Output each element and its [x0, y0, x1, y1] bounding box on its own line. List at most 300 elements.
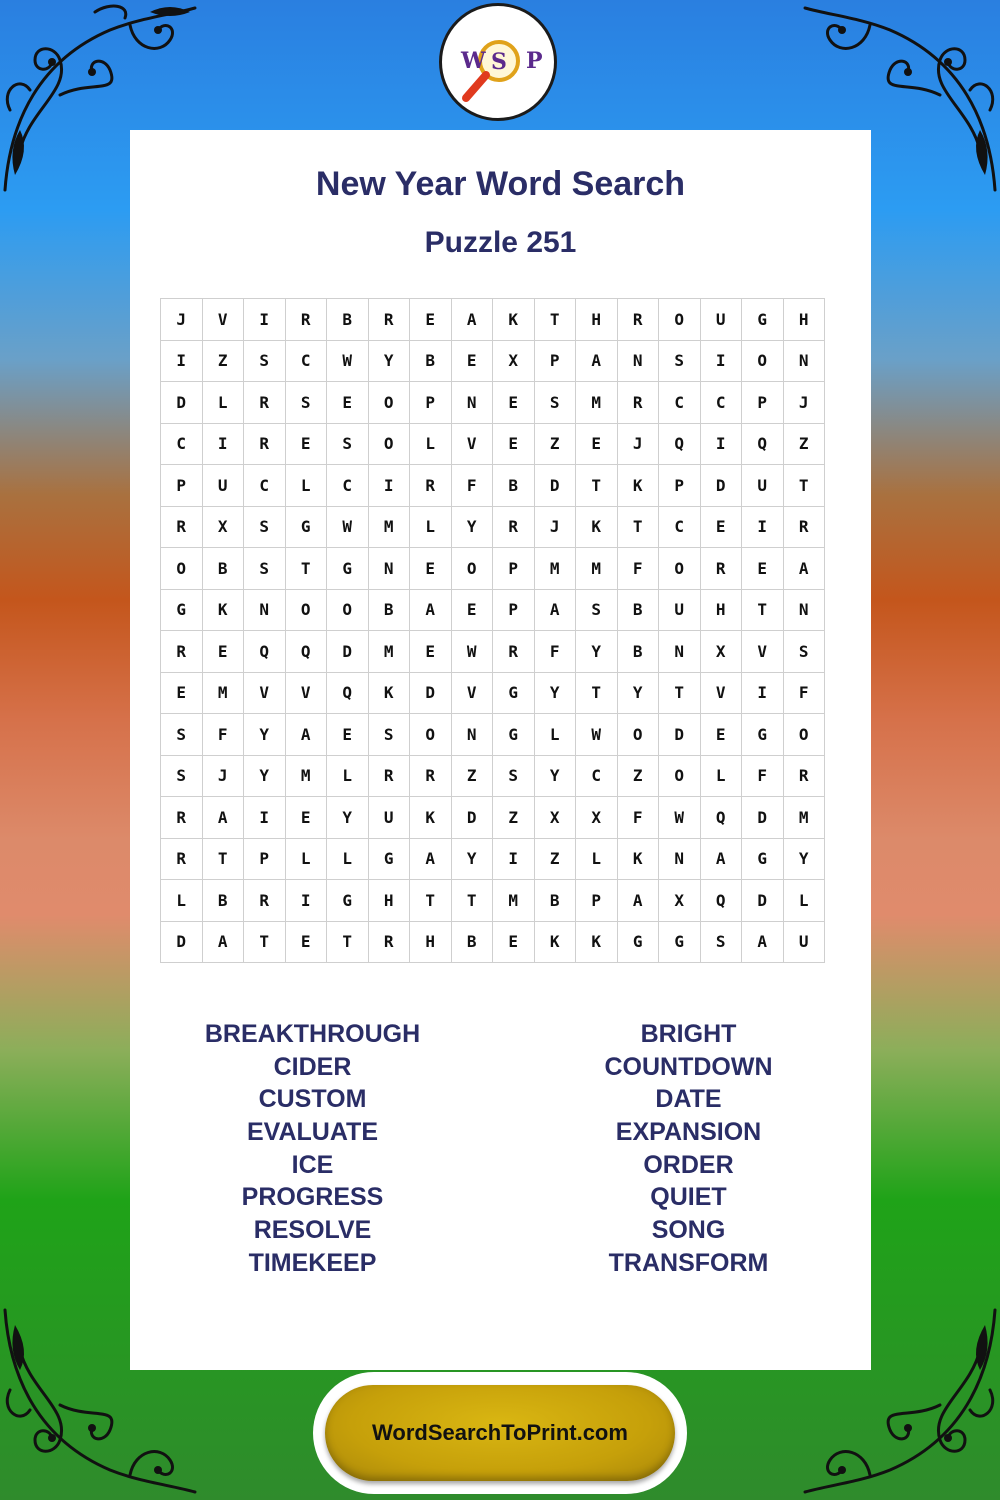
grid-cell[interactable]: W — [451, 631, 493, 673]
grid-cell[interactable]: E — [451, 340, 493, 382]
grid-cell[interactable]: M — [534, 548, 576, 590]
grid-cell[interactable]: D — [451, 797, 493, 839]
grid-row — [161, 921, 825, 963]
grid-row — [161, 465, 825, 507]
word-list — [130, 1018, 871, 1280]
grid-cell[interactable]: W — [659, 797, 701, 839]
grid-cell[interactable]: E — [700, 714, 742, 756]
grid-cell[interactable]: E — [327, 382, 369, 424]
grid-cell[interactable]: R — [783, 506, 825, 548]
grid-cell[interactable]: K — [576, 506, 618, 548]
grid-cell[interactable]: T — [285, 548, 327, 590]
grid-cell[interactable]: C — [659, 506, 701, 548]
grid-cell[interactable]: G — [368, 838, 410, 880]
grid-cell[interactable]: A — [534, 589, 576, 631]
grid-cell[interactable]: E — [451, 589, 493, 631]
grid-cell[interactable]: L — [285, 465, 327, 507]
grid-cell[interactable]: I — [742, 506, 784, 548]
grid-cell[interactable]: X — [202, 506, 244, 548]
grid-cell[interactable]: N — [783, 589, 825, 631]
grid-cell[interactable]: W — [327, 340, 369, 382]
grid-cell[interactable]: L — [576, 838, 618, 880]
grid-cell[interactable]: E — [410, 548, 452, 590]
footer-badge — [313, 1372, 687, 1494]
grid-cell[interactable]: K — [202, 589, 244, 631]
grid-row — [161, 880, 825, 922]
grid-cell[interactable]: O — [368, 423, 410, 465]
grid-cell[interactable]: V — [244, 672, 286, 714]
grid-cell[interactable]: U — [368, 797, 410, 839]
grid-cell[interactable]: A — [285, 714, 327, 756]
grid-cell[interactable]: Y — [451, 838, 493, 880]
grid-cell[interactable]: C — [285, 340, 327, 382]
grid-cell[interactable]: F — [742, 755, 784, 797]
grid-cell[interactable]: E — [410, 299, 452, 341]
word-item: BREAKTHROUGH — [204, 1020, 421, 1048]
grid-cell[interactable]: P — [410, 382, 452, 424]
grid-cell[interactable]: P — [534, 340, 576, 382]
grid-cell[interactable]: O — [742, 340, 784, 382]
grid-cell[interactable]: S — [783, 631, 825, 673]
grid-cell[interactable]: Q — [327, 672, 369, 714]
grid-cell[interactable]: R — [244, 880, 286, 922]
grid-cell[interactable]: I — [493, 838, 535, 880]
grid-cell[interactable]: R — [161, 631, 203, 673]
grid-cell[interactable]: T — [617, 506, 659, 548]
grid-cell[interactable]: T — [327, 921, 369, 963]
grid-cell[interactable]: R — [244, 382, 286, 424]
grid-cell[interactable]: L — [327, 755, 369, 797]
grid-cell[interactable]: Z — [493, 797, 535, 839]
grid-cell[interactable]: Q — [700, 797, 742, 839]
grid-cell[interactable]: A — [783, 548, 825, 590]
grid-cell[interactable]: A — [700, 838, 742, 880]
grid-cell[interactable]: M — [368, 506, 410, 548]
grid-cell[interactable]: O — [659, 548, 701, 590]
letter-grid — [160, 298, 825, 963]
grid-cell[interactable]: P — [244, 838, 286, 880]
grid-cell[interactable]: G — [285, 506, 327, 548]
grid-cell[interactable]: K — [617, 465, 659, 507]
grid-cell[interactable]: F — [783, 672, 825, 714]
grid-cell[interactable]: D — [327, 631, 369, 673]
grid-cell[interactable]: B — [327, 299, 369, 341]
grid-cell[interactable]: A — [202, 797, 244, 839]
grid-row — [161, 755, 825, 797]
grid-cell[interactable]: R — [368, 921, 410, 963]
grid-cell[interactable]: B — [451, 921, 493, 963]
word-item: EVALUATE — [246, 1118, 379, 1147]
grid-cell[interactable]: D — [742, 880, 784, 922]
grid-row — [161, 423, 825, 465]
logo-letter-s: S — [491, 49, 507, 75]
grid-cell[interactable]: O — [327, 589, 369, 631]
grid-cell[interactable]: U — [742, 465, 784, 507]
grid-cell[interactable]: X — [659, 880, 701, 922]
grid-cell[interactable]: Y — [327, 797, 369, 839]
grid-cell[interactable]: R — [161, 838, 203, 880]
grid-cell[interactable]: D — [410, 672, 452, 714]
grid-cell[interactable]: V — [742, 631, 784, 673]
grid-row — [161, 631, 825, 673]
grid-cell[interactable]: B — [368, 589, 410, 631]
grid-cell[interactable]: M — [493, 880, 535, 922]
magnifier-handle-icon — [466, 75, 486, 98]
grid-cell[interactable]: P — [659, 465, 701, 507]
grid-cell[interactable]: Y — [617, 672, 659, 714]
grid-cell[interactable]: A — [202, 921, 244, 963]
grid-cell[interactable]: O — [285, 589, 327, 631]
grid-cell[interactable]: Y — [783, 838, 825, 880]
grid-row — [161, 838, 825, 880]
grid-cell[interactable]: M — [783, 797, 825, 839]
grid-cell[interactable]: C — [327, 465, 369, 507]
grid-cell[interactable]: R — [617, 299, 659, 341]
grid-cell[interactable]: Z — [534, 423, 576, 465]
grid-cell[interactable]: T — [244, 921, 286, 963]
grid-cell[interactable]: H — [576, 299, 618, 341]
grid-cell[interactable]: B — [617, 589, 659, 631]
grid-cell[interactable]: T — [410, 880, 452, 922]
grid-cell[interactable]: C — [244, 465, 286, 507]
grid-cell[interactable]: L — [202, 382, 244, 424]
word-item: CIDER — [273, 1052, 352, 1081]
logo-letter-w: W — [461, 48, 486, 74]
grid-cell[interactable]: R — [368, 299, 410, 341]
grid-cell[interactable]: I — [244, 299, 286, 341]
grid-cell[interactable]: T — [576, 672, 618, 714]
grid-cell[interactable]: F — [617, 797, 659, 839]
grid-cell[interactable]: U — [783, 921, 825, 963]
word-item: EXPANSION — [615, 1118, 762, 1147]
grid-cell[interactable]: K — [368, 672, 410, 714]
grid-cell[interactable]: M — [576, 548, 618, 590]
grid-cell[interactable]: M — [285, 755, 327, 797]
grid-cell[interactable]: R — [244, 423, 286, 465]
word-item: BRIGHT — [640, 1020, 737, 1048]
grid-cell[interactable]: X — [576, 797, 618, 839]
grid-cell[interactable]: A — [410, 589, 452, 631]
grid-cell[interactable]: R — [285, 299, 327, 341]
grid-cell[interactable]: R — [410, 465, 452, 507]
grid-cell[interactable]: U — [659, 589, 701, 631]
grid-cell[interactable]: D — [161, 921, 203, 963]
word-item: QUIET — [650, 1183, 727, 1212]
grid-cell[interactable]: U — [700, 299, 742, 341]
grid-cell[interactable]: S — [327, 423, 369, 465]
grid-cell[interactable]: S — [534, 382, 576, 424]
grid-cell[interactable]: P — [576, 880, 618, 922]
site-logo[interactable] — [439, 3, 557, 121]
grid-cell[interactable]: I — [700, 423, 742, 465]
grid-cell[interactable]: I — [285, 880, 327, 922]
grid-cell[interactable]: A — [742, 921, 784, 963]
grid-cell[interactable]: N — [244, 589, 286, 631]
grid-cell[interactable]: P — [493, 548, 535, 590]
word-item: TIMEKEEP — [248, 1248, 377, 1277]
word-item: CUSTOM — [258, 1085, 367, 1114]
word-item: COUNTDOWN — [604, 1052, 773, 1081]
grid-cell[interactable]: M — [202, 672, 244, 714]
grid-cell[interactable]: Y — [534, 672, 576, 714]
grid-cell[interactable]: D — [534, 465, 576, 507]
word-item: PROGRESS — [241, 1183, 384, 1212]
grid-cell[interactable]: F — [534, 631, 576, 673]
grid-cell[interactable]: R — [617, 382, 659, 424]
grid-cell[interactable]: N — [659, 838, 701, 880]
grid-cell[interactable]: B — [493, 465, 535, 507]
puzzle-number: Puzzle 251 — [424, 226, 577, 259]
grid-cell[interactable]: C — [576, 755, 618, 797]
grid-cell[interactable]: N — [617, 340, 659, 382]
grid-cell[interactable]: K — [576, 921, 618, 963]
grid-cell[interactable]: G — [742, 299, 784, 341]
word-list-right-column — [576, 1018, 801, 1280]
grid-cell[interactable]: R — [493, 506, 535, 548]
grid-cell[interactable]: J — [161, 299, 203, 341]
grid-cell[interactable]: G — [161, 589, 203, 631]
grid-cell[interactable]: G — [493, 714, 535, 756]
website-link-text: WordSearchToPrint.com — [372, 1420, 628, 1445]
grid-cell[interactable]: S — [161, 755, 203, 797]
grid-cell[interactable]: S — [244, 548, 286, 590]
grid-cell[interactable]: O — [410, 714, 452, 756]
grid-cell[interactable]: Y — [368, 340, 410, 382]
grid-cell[interactable]: V — [202, 299, 244, 341]
grid-cell[interactable]: Z — [534, 838, 576, 880]
grid-row — [161, 714, 825, 756]
grid-cell[interactable]: Q — [244, 631, 286, 673]
grid-cell[interactable]: X — [534, 797, 576, 839]
grid-cell[interactable]: R — [368, 755, 410, 797]
grid-cell[interactable]: Z — [202, 340, 244, 382]
grid-cell[interactable]: H — [368, 880, 410, 922]
grid-cell[interactable]: I — [161, 340, 203, 382]
grid-cell[interactable]: G — [659, 921, 701, 963]
grid-cell[interactable]: W — [327, 506, 369, 548]
grid-cell[interactable]: G — [327, 880, 369, 922]
grid-cell[interactable]: A — [617, 880, 659, 922]
grid-cell[interactable]: K — [493, 299, 535, 341]
grid-cell[interactable]: L — [410, 423, 452, 465]
grid-cell[interactable]: V — [451, 423, 493, 465]
grid-row — [161, 672, 825, 714]
grid-row — [161, 382, 825, 424]
grid-cell[interactable]: Z — [617, 755, 659, 797]
grid-cell[interactable]: Q — [700, 880, 742, 922]
grid-cell[interactable]: L — [534, 714, 576, 756]
grid-cell[interactable]: E — [410, 631, 452, 673]
grid-cell[interactable]: O — [783, 714, 825, 756]
grid-cell[interactable]: V — [700, 672, 742, 714]
grid-cell[interactable]: G — [617, 921, 659, 963]
grid-cell[interactable]: N — [451, 714, 493, 756]
grid-cell[interactable]: B — [202, 880, 244, 922]
grid-cell[interactable]: E — [493, 423, 535, 465]
grid-cell[interactable]: Q — [742, 423, 784, 465]
grid-cell[interactable]: R — [161, 506, 203, 548]
grid-row — [161, 340, 825, 382]
grid-cell[interactable]: S — [244, 340, 286, 382]
grid-cell[interactable]: S — [493, 755, 535, 797]
website-link-button[interactable] — [325, 1385, 675, 1481]
grid-cell[interactable]: C — [659, 382, 701, 424]
grid-cell[interactable]: G — [742, 838, 784, 880]
grid-cell[interactable]: A — [576, 340, 618, 382]
grid-cell[interactable]: T — [742, 589, 784, 631]
word-item: TRANSFORM — [608, 1248, 769, 1277]
grid-cell[interactable]: S — [368, 714, 410, 756]
grid-cell[interactable]: N — [368, 548, 410, 590]
grid-cell[interactable]: Y — [244, 755, 286, 797]
grid-cell[interactable]: E — [700, 506, 742, 548]
grid-cell[interactable]: B — [202, 548, 244, 590]
grid-cell[interactable]: Y — [451, 506, 493, 548]
grid-cell[interactable]: G — [742, 714, 784, 756]
grid-cell[interactable]: D — [742, 797, 784, 839]
grid-cell[interactable]: O — [161, 548, 203, 590]
grid-cell[interactable]: F — [451, 465, 493, 507]
grid-cell[interactable]: O — [659, 299, 701, 341]
grid-cell[interactable]: L — [410, 506, 452, 548]
grid-cell[interactable]: E — [202, 631, 244, 673]
grid-cell[interactable]: H — [783, 299, 825, 341]
grid-cell[interactable]: Y — [534, 755, 576, 797]
grid-cell[interactable]: B — [617, 631, 659, 673]
grid-cell[interactable]: E — [493, 921, 535, 963]
grid-cell[interactable]: W — [576, 714, 618, 756]
grid-cell[interactable]: T — [202, 838, 244, 880]
grid-cell[interactable]: M — [576, 382, 618, 424]
grid-cell[interactable]: L — [700, 755, 742, 797]
grid-cell[interactable]: E — [285, 921, 327, 963]
grid-cell[interactable]: J — [617, 423, 659, 465]
grid-cell[interactable]: M — [368, 631, 410, 673]
grid-cell[interactable]: A — [410, 838, 452, 880]
grid-cell[interactable]: Q — [659, 423, 701, 465]
puzzle-card — [130, 130, 871, 1370]
grid-cell[interactable]: D — [659, 714, 701, 756]
grid-cell[interactable]: L — [783, 880, 825, 922]
grid-cell[interactable]: A — [451, 299, 493, 341]
grid-cell[interactable]: S — [659, 340, 701, 382]
grid-cell[interactable]: S — [285, 382, 327, 424]
grid-cell[interactable]: V — [285, 672, 327, 714]
grid-cell[interactable]: P — [493, 589, 535, 631]
grid-cell[interactable]: F — [617, 548, 659, 590]
grid-cell[interactable]: P — [742, 382, 784, 424]
grid-row — [161, 299, 825, 341]
grid-cell[interactable]: J — [534, 506, 576, 548]
grid-cell[interactable]: J — [783, 382, 825, 424]
grid-row — [161, 797, 825, 839]
grid-cell[interactable]: X — [700, 631, 742, 673]
grid-cell[interactable]: U — [202, 465, 244, 507]
grid-cell[interactable]: R — [161, 797, 203, 839]
grid-cell[interactable]: Z — [451, 755, 493, 797]
word-item: DATE — [655, 1085, 722, 1114]
grid-cell[interactable]: P — [161, 465, 203, 507]
grid-cell[interactable]: E — [285, 423, 327, 465]
grid-cell[interactable]: Y — [576, 631, 618, 673]
grid-cell[interactable]: T — [783, 465, 825, 507]
grid-cell[interactable]: E — [742, 548, 784, 590]
grid-cell[interactable]: O — [368, 382, 410, 424]
grid-cell[interactable]: T — [534, 299, 576, 341]
grid-cell[interactable]: X — [493, 340, 535, 382]
grid-cell[interactable]: E — [576, 423, 618, 465]
logo-letter-p: P — [526, 48, 543, 74]
grid-cell[interactable]: O — [451, 548, 493, 590]
grid-cell[interactable]: D — [700, 465, 742, 507]
word-item: ICE — [291, 1150, 334, 1179]
grid-cell[interactable]: O — [659, 755, 701, 797]
grid-cell[interactable]: E — [161, 672, 203, 714]
grid-cell[interactable]: J — [202, 755, 244, 797]
grid-cell[interactable]: E — [285, 797, 327, 839]
word-list-left-column — [200, 1018, 425, 1280]
word-item: RESOLVE — [253, 1216, 372, 1245]
grid-cell[interactable]: R — [493, 631, 535, 673]
grid-cell[interactable]: Q — [285, 631, 327, 673]
grid-cell[interactable]: I — [244, 797, 286, 839]
grid-cell[interactable]: H — [410, 921, 452, 963]
grid-cell[interactable]: G — [493, 672, 535, 714]
grid-cell[interactable]: E — [493, 382, 535, 424]
grid-cell[interactable]: T — [576, 465, 618, 507]
grid-cell[interactable]: T — [659, 672, 701, 714]
grid-cell[interactable]: G — [327, 548, 369, 590]
grid-cell[interactable]: R — [410, 755, 452, 797]
grid-cell[interactable]: I — [700, 340, 742, 382]
grid-cell[interactable]: Z — [783, 423, 825, 465]
grid-cell[interactable]: N — [783, 340, 825, 382]
grid-cell[interactable]: E — [327, 714, 369, 756]
grid-cell[interactable]: K — [410, 797, 452, 839]
grid-cell[interactable]: B — [534, 880, 576, 922]
grid-cell[interactable]: K — [534, 921, 576, 963]
grid-cell[interactable]: I — [202, 423, 244, 465]
grid-cell[interactable]: R — [700, 548, 742, 590]
grid-cell[interactable]: N — [659, 631, 701, 673]
puzzle-title: New Year Word Search — [315, 165, 686, 203]
word-item: SONG — [651, 1216, 726, 1245]
grid-cell[interactable]: T — [451, 880, 493, 922]
grid-cell[interactable]: S — [700, 921, 742, 963]
grid-cell[interactable]: H — [700, 589, 742, 631]
grid-cell[interactable]: K — [617, 838, 659, 880]
grid-cell[interactable]: R — [783, 755, 825, 797]
grid-cell[interactable]: B — [410, 340, 452, 382]
grid-cell[interactable]: C — [700, 382, 742, 424]
word-item: ORDER — [643, 1150, 734, 1179]
grid-cell[interactable]: N — [451, 382, 493, 424]
grid-cell[interactable]: I — [368, 465, 410, 507]
grid-cell[interactable]: L — [327, 838, 369, 880]
grid-cell[interactable]: S — [161, 714, 203, 756]
grid-cell[interactable]: V — [451, 672, 493, 714]
grid-cell[interactable]: S — [244, 506, 286, 548]
grid-cell[interactable]: S — [576, 589, 618, 631]
grid-cell[interactable]: O — [617, 714, 659, 756]
grid-cell[interactable]: D — [161, 382, 203, 424]
grid-cell[interactable]: F — [202, 714, 244, 756]
grid-cell[interactable]: C — [161, 423, 203, 465]
grid-cell[interactable]: L — [285, 838, 327, 880]
grid-cell[interactable]: L — [161, 880, 203, 922]
grid-cell[interactable]: I — [742, 672, 784, 714]
grid-cell[interactable]: Y — [244, 714, 286, 756]
